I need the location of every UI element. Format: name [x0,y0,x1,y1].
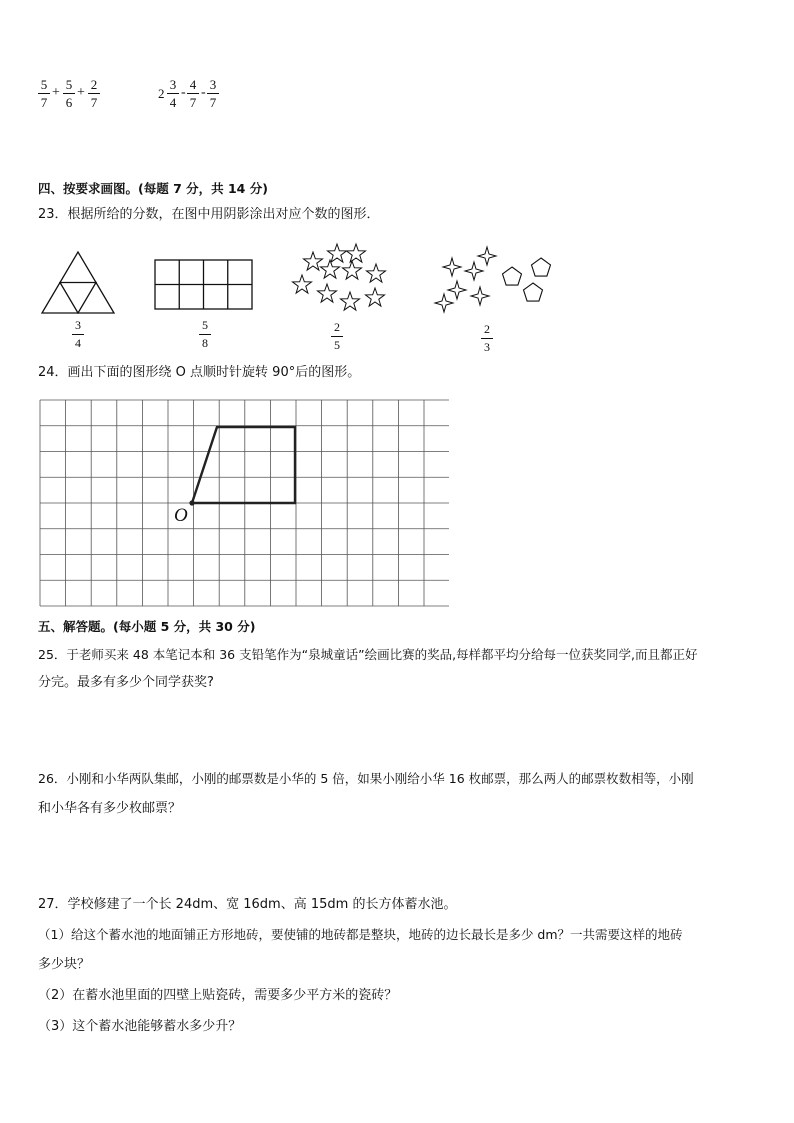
star-icon [292,275,311,293]
minus-operator: - [201,85,206,100]
question-23-text: 23．根据所给的分数，在图中用阴影涂出对应个数的图形． [38,207,380,222]
fraction: 5 6 [63,77,75,110]
fraction: 3 4 [167,77,179,110]
fraction: 3 7 [207,77,219,110]
rectangle-grid-figure [154,259,254,311]
sparkle-icon [465,262,483,280]
question-24-text: 24．画出下面的图形绕 O 点顺时针旋转 90°后的图形。 [38,365,361,380]
minus-operator: - [181,85,186,100]
fraction-label-triangle: 3 4 [72,318,84,351]
question-25-line-1: 25．于老师买来 48 本笔记本和 36 支铅笔作为“泉城童话”绘画比赛的奖品,每样都平均分给每一位获奖同学,而且都正好 [38,647,698,662]
sparkle-icon [443,258,461,276]
question-27-part-1-line-1: （1）给这个蓄水池的地面铺正方形地砖，要使铺的地砖都是整块，地砖的边长最长是多少 dm？一共需要这样的地砖 [38,927,683,942]
rotation-point [189,500,194,505]
star-icon [327,244,346,262]
fraction: 2 7 [88,77,100,110]
star-icon [366,264,385,282]
section-4-heading: 四、按要求画图。(每题 7 分，共 14 分) [38,181,268,196]
star-icon [342,261,361,279]
plus-operator: + [52,85,60,100]
fraction-label-rectangle: 5 8 [199,318,211,351]
fraction: 4 7 [187,77,199,110]
star-icon [320,260,339,278]
question-26-line-2: 和小华各有多少枚邮票？ [38,801,182,816]
star-icon [365,288,384,306]
star-icon [317,284,336,302]
whole-number: 2 [158,86,165,101]
sparkle-icon [471,287,489,305]
question-25-line-2: 分完。最多有多少个同学获奖? [38,675,214,690]
plus-operator: + [77,85,85,100]
question-27-part-3: （3）这个蓄水池能够蓄水多少升？ [38,1019,242,1034]
triangle-inner [60,283,96,314]
question-27-part-1-line-2: 多少块？ [38,957,91,972]
star-icon [346,244,365,262]
question-27-part-2: （2）在蓄水池里面的四壁上贴瓷砖，需要多少平方米的瓷砖？ [38,988,398,1003]
fraction-label-stars: 2 5 [331,320,343,353]
rotation-grid [39,399,449,609]
question-26-line-1: 26．小刚和小华两队集邮，小刚的邮票数是小华的 5 倍，如果小刚给小华 16 枚邮票，那么两人的邮票枚数相等，小刚 [38,771,694,786]
star-icon [303,252,322,270]
stars-figure [288,240,392,318]
sparkle-icon [448,281,466,299]
sparkle-icon [478,247,496,265]
star-icon [340,292,359,310]
point-o-label: O [174,505,188,526]
triangle-figure [40,250,116,316]
question-27-intro: 27．学校修建了一个长 24dm、宽 16dm、高 15dm 的长方体蓄水池。 [38,897,457,912]
sparkles-pentagons-figure [432,244,556,318]
pentagon-icon [524,283,543,301]
fraction: 5 7 [38,77,50,110]
section-5-heading: 五、解答题。(每小题 5 分，共 30 分) [38,619,256,634]
trapezoid-shape [192,427,295,503]
sparkle-icon [435,294,453,312]
pentagon-icon [503,267,522,285]
pentagon-icon [532,258,551,276]
fraction-label-sparkles: 2 3 [481,322,493,355]
